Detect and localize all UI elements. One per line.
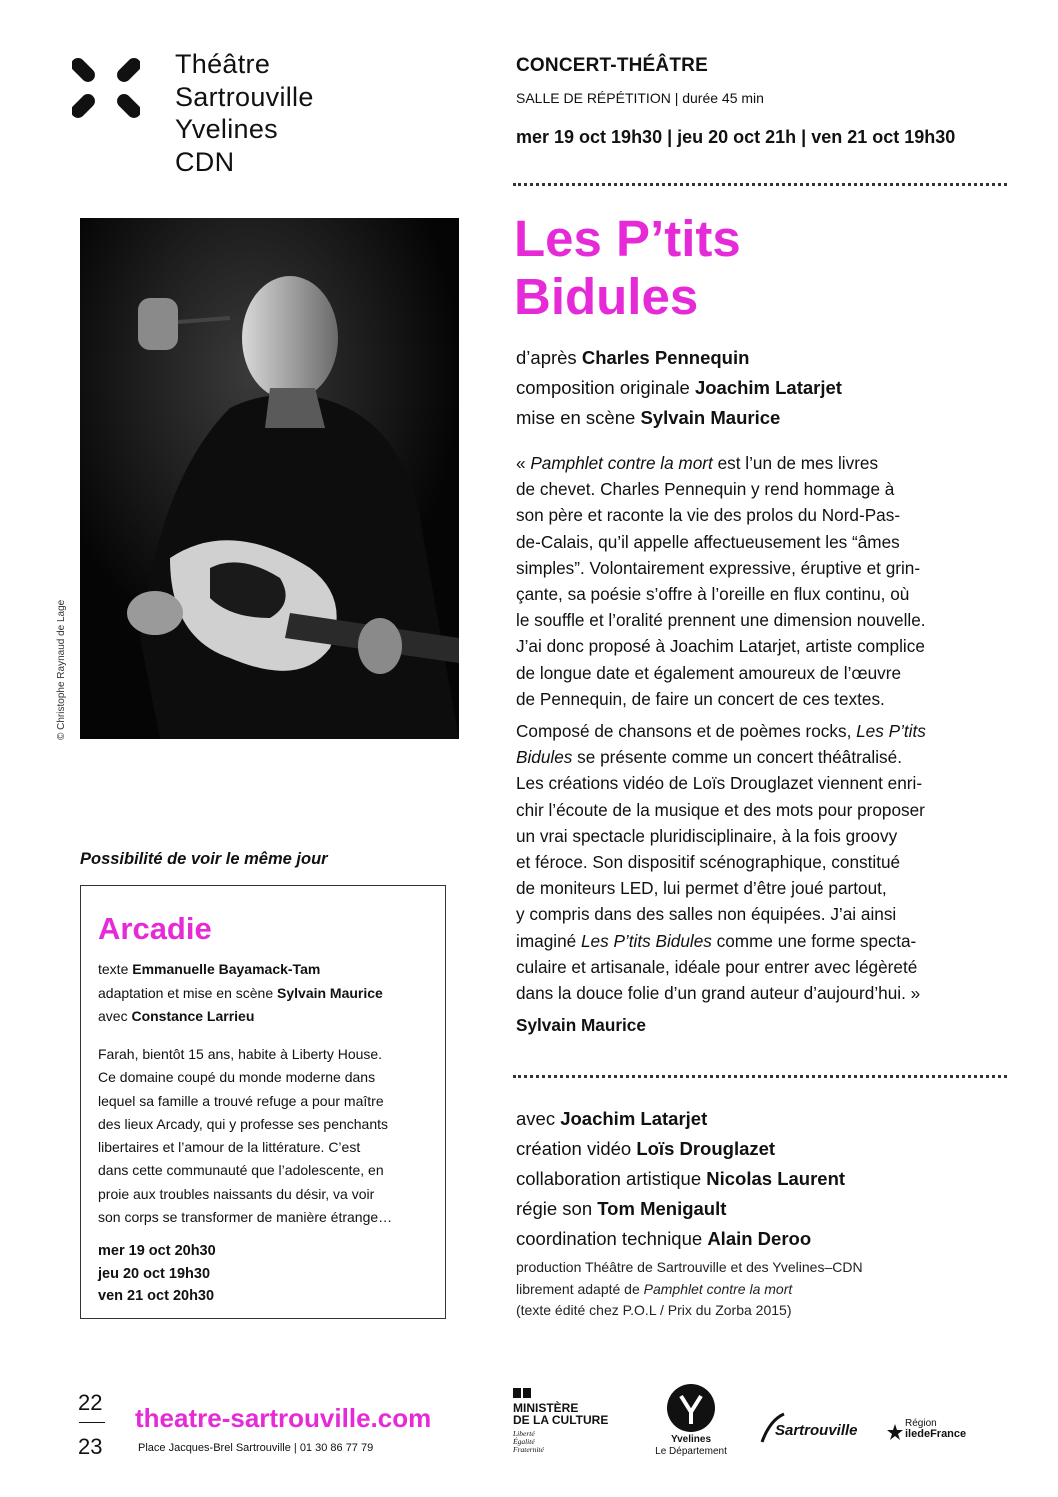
photo-illustration — [80, 218, 459, 739]
credit-name: Sylvain Maurice — [277, 984, 383, 1001]
credit-row — [516, 343, 842, 373]
website-link[interactable]: theatre-sartrouville.com — [135, 1403, 432, 1433]
season-year-end: 23 — [78, 1434, 103, 1459]
quote-show-title: Les P’tits Bidules — [516, 721, 926, 768]
dotted-divider — [513, 183, 1007, 186]
motto-line: Liberté — [513, 1429, 535, 1438]
logo-line: Yvelines — [175, 114, 278, 144]
theatre-logo-text — [175, 48, 314, 178]
team-role: coordination technique — [516, 1228, 703, 1249]
team-row — [516, 1164, 845, 1194]
production-line: production Théâtre de Sartrouville et des Yvelines–CDN — [516, 1259, 863, 1275]
ministere-motto — [513, 1430, 544, 1454]
ministere-line: DE LA CULTURE — [513, 1413, 609, 1427]
team-role: création vidéo — [516, 1138, 632, 1159]
title-line: Bidules — [514, 268, 699, 325]
team-credits — [516, 1104, 845, 1254]
team-row — [516, 1194, 845, 1224]
show-genre: CONCERT-THÉÂTRE — [516, 55, 708, 76]
see-also-heading: Possibilité de voir le même jour — [80, 850, 328, 868]
credit-role: avec — [98, 1008, 128, 1024]
credit-name: Joachim Latarjet — [694, 377, 842, 398]
performer-head — [242, 276, 338, 400]
season-divider — [79, 1422, 105, 1423]
theatre-logo-mark — [72, 52, 140, 124]
title-line: Les P’tits — [514, 210, 741, 267]
yvelines-name: Yvelines — [670, 1434, 712, 1445]
quote-paragraph — [516, 718, 996, 1006]
quote-text: se présente comme un concert théâtralisé. Les créations vidéo de Loïs Drouglazet viennent enri- chir l’écoute de la musique et des mots pour proposer un vrai spectacle pluridisciplinaire, à la fois groovy et féroce. Son dispositif scénographique, constitué de moniteurs LED, lui permet d’être joué partout, y compris dans des salles non équipées. J’ai ainsi imaginé — [516, 747, 925, 951]
dotted-divider — [513, 1075, 1007, 1078]
motto-line: Égalité — [513, 1437, 535, 1446]
credit-row — [516, 403, 842, 433]
credit-row — [516, 373, 842, 403]
director-quote — [516, 450, 996, 1038]
show-venue: SALLE DE RÉPÉTITION | durée 45 min — [516, 90, 764, 106]
region-name: iledeFrance — [905, 1428, 967, 1440]
related-show-dates — [98, 1240, 216, 1308]
production-notes — [516, 1257, 863, 1322]
logo-line: Sartrouville — [175, 81, 314, 112]
production-line: (texte édité chez P.O.L / Prix du Zorba 2015) — [516, 1302, 792, 1318]
credit-role: adaptation et mise en scène — [98, 984, 274, 1001]
motto-line: Fraternité — [513, 1445, 544, 1454]
credit-name: Constance Larrieu — [131, 1008, 255, 1024]
credit-role: d’après — [516, 347, 577, 368]
team-name: Nicolas Laurent — [706, 1168, 846, 1189]
ministere-line: MINISTÈRE — [513, 1401, 579, 1415]
region-label: Région — [905, 1418, 937, 1429]
team-row — [516, 1224, 845, 1254]
related-show-credits — [98, 958, 383, 1029]
quote-signature: Sylvain Maurice — [516, 1015, 646, 1036]
quote-text: comme une forme specta- culaire et artisanale, idéale pour entrer avec légèreté dans la douce folie d’un grand auteur d’aujourd’hui. » — [516, 930, 921, 1004]
date-item: jeu 20 oct 19h30 — [98, 1265, 211, 1282]
theatre-address: Place Jacques-Brel Sartrouville | 01 30 86 77 79 — [138, 1442, 374, 1454]
production-book-title: Pamphlet contre la mort — [643, 1280, 793, 1297]
show-credits — [516, 343, 842, 433]
credit-row — [98, 982, 383, 1006]
related-show-title: Arcadie — [98, 911, 212, 946]
team-role: collaboration artistique — [516, 1168, 702, 1189]
team-name: Joachim Latarjet — [560, 1108, 708, 1129]
quote-show-title: Les P’tits Bidules — [580, 930, 712, 951]
quote-book-title: Pamphlet contre la mort — [530, 453, 713, 473]
show-title — [514, 210, 741, 326]
date-item: ven 21 oct 20h30 — [98, 1288, 215, 1304]
team-name: Tom Menigault — [597, 1198, 727, 1219]
credit-name: Emmanuelle Bayamack-Tam — [132, 961, 321, 977]
credit-name: Sylvain Maurice — [640, 407, 781, 428]
performer-photo — [80, 218, 459, 739]
credit-name: Charles Pennequin — [581, 347, 750, 368]
photo-credit: © Christophe Raynaud de Lage — [56, 599, 67, 740]
related-show-summary: Farah, bientôt 15 ans, habite à Liberty House. Ce domaine coupé du monde moderne dans lequel sa famille a trouvé refuge a pour maître des lieux Arcady, qui y professe ses penchants libertaires et l’amour de la littérature. C’est dans cette communauté que l’adolescente, en proie aux troubles naissants du désir, va voir son corps se transformer de manière étrange… — [98, 1046, 393, 1226]
show-dates: mer 19 oct 19h30 | jeu 20 oct 21h | ven 21 oct 19h30 — [516, 127, 956, 147]
team-row — [516, 1104, 845, 1134]
logo-line: CDN — [175, 146, 235, 177]
quote-paragraph — [516, 450, 996, 712]
microphone — [138, 298, 178, 350]
team-row — [516, 1134, 845, 1164]
team-name: Loïs Drouglazet — [636, 1138, 776, 1159]
logo-line: Théâtre — [175, 49, 271, 79]
credit-role: texte — [98, 961, 129, 977]
credit-row — [98, 958, 383, 982]
yvelines-subtitle: Le Département — [655, 1446, 727, 1457]
team-name: Alain Deroo — [707, 1228, 812, 1249]
date-item: mer 19 oct 20h30 — [98, 1243, 216, 1259]
credit-row — [98, 1005, 383, 1029]
team-role: avec — [516, 1108, 556, 1129]
credit-role: mise en scène — [516, 407, 636, 428]
credit-role: composition originale — [516, 377, 690, 398]
quote-open: « — [516, 453, 531, 473]
production-line — [516, 1279, 863, 1301]
team-role: régie son — [516, 1198, 593, 1219]
sartrouville-name: Sartrouville — [775, 1422, 858, 1439]
quote-text: Composé de chansons et de poèmes rocks, — [516, 721, 857, 742]
season-year-start: 22 — [78, 1390, 103, 1415]
production-text: librement adapté de — [516, 1280, 644, 1297]
quote-text: est l’un de mes livres de chevet. Charles Pennequin y rend hommage à son père et raconte la vie des prolos du Nord-Pas- de-Calais, qu’il appelle affectueusement les “âmes simples”. Volontairement expressive, éruptive et grin- çante, sa poésie s’offre à l’oreille en flux continu, où le souffle et l’oralité prennent une dimension nouvelle. J’ai donc proposé à Joachim Latarjet, artiste complice de longue date et également amoureux de l’œuvre de Pennequin, de faire un concert de ces textes. — [516, 453, 926, 709]
ministere-name — [513, 1402, 608, 1426]
